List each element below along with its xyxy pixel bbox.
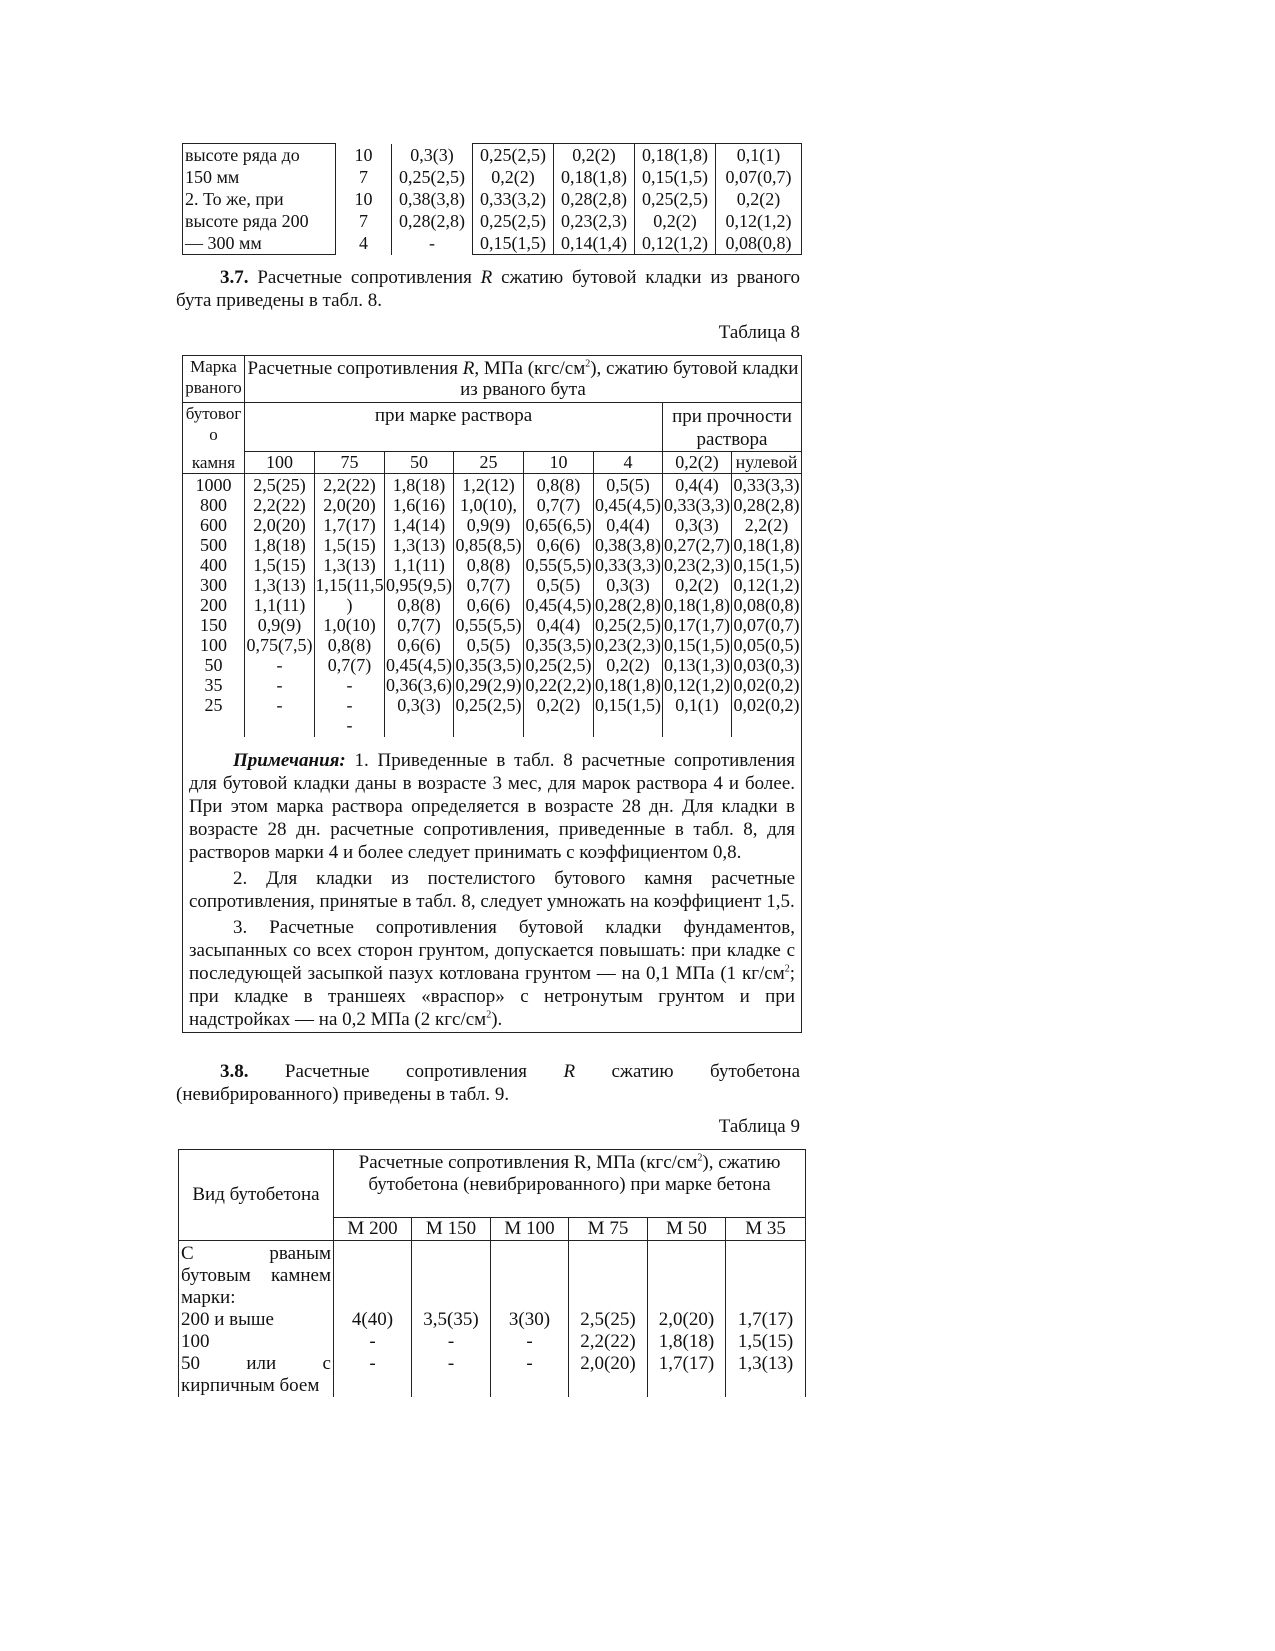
table-cell-value: 0,25(2,5) xyxy=(480,145,546,165)
table-cell-value: ) xyxy=(346,595,353,615)
table-cell-value: 0,5(5) xyxy=(606,475,650,495)
table-8-data-col xyxy=(524,474,594,737)
table-cell-value: 0,07(0,7) xyxy=(733,615,800,635)
table-9-caption: Таблица 9 xyxy=(718,1116,800,1137)
table-cell-value: 0,65(6,5) xyxy=(525,515,592,535)
table-cell-value: 1,7(17) xyxy=(323,515,376,535)
table-cell-value: 0,12(1,2) xyxy=(664,675,730,695)
table-cell-value: - xyxy=(346,695,353,715)
table-cell-value: 0,9(9) xyxy=(466,515,511,535)
section-3-8-number: 3.8. xyxy=(220,1061,249,1082)
table-cell-value: 0,23(2,3) xyxy=(561,211,627,231)
table-cell-value: 0,7(7) xyxy=(466,575,511,595)
table-cell-value: 1000 xyxy=(195,475,232,495)
table-8-group-strength: при прочности раствора xyxy=(663,403,802,452)
table-cell-value: 0,07(0,7) xyxy=(725,167,792,187)
table-cell-value: 0,25(2,5) xyxy=(480,211,546,231)
table-cell-value: 0,23(2,3) xyxy=(595,635,661,655)
top-table-desc-cell xyxy=(183,144,336,255)
table-cell-value: 0,8(8) xyxy=(466,555,511,575)
table-cell-value: 0,1(1) xyxy=(675,695,719,715)
table-cell-value: 1,5(15) xyxy=(253,555,306,575)
table-cell-value: 0,28(2,8) xyxy=(595,595,661,615)
table-cell-value: высоте ряда 200 xyxy=(185,211,309,231)
table-8-col-header: 0,2(2) xyxy=(663,452,732,474)
table-cell-value: 0,25(2,5) xyxy=(525,655,592,675)
table-8-col-header: 10 xyxy=(524,452,594,474)
table-cell-value: 1,0(10), xyxy=(460,495,517,515)
table-cell-value: 2,2(22) xyxy=(580,1331,636,1352)
table-cell-value: 0,12(1,2) xyxy=(733,575,800,595)
table-8-data-col xyxy=(663,474,732,737)
table-cell-value: 0,1(1) xyxy=(736,145,781,165)
table-cell-value: 0,38(3,8) xyxy=(595,535,661,555)
table-cell-value: 1,8(18) xyxy=(253,535,306,555)
table-8-stub-middle: бутовог о xyxy=(183,403,245,452)
table-cell-value: 1,15(11,5 xyxy=(315,575,384,595)
table-8-note-3: 3. Расчетные сопротивления бутовой кладки фундаментов, засыпанных со всех сторон грунтом, допускается повышать: при кладке с последующей засыпкой пазух котлована грунтом — на 0,1 МПа (1 $кг/см^2$; при кладке в траншеях «враспор» с нетронутым грунтом и при надстройках — на 0,2 МПа (2 кгс/$см^2$). xyxy=(189,916,796,1030)
table-cell-value: 0,14(1,4) xyxy=(561,233,627,253)
table-cell-value: — 300 мм xyxy=(185,233,262,253)
table-9-data-col xyxy=(412,1241,491,1398)
table-cell-value: 1,0(10) xyxy=(323,615,376,635)
table-cell-value: 1,2(12) xyxy=(462,475,515,495)
table-cell-value: высоте ряда до xyxy=(185,145,300,165)
table-9-col-header: М 100 xyxy=(491,1218,569,1241)
table-cell-value: - xyxy=(276,655,283,675)
table-cell-value: 50 xyxy=(204,655,223,675)
table-cell-value: 1,1(11) xyxy=(393,555,445,575)
top-table-col-3 xyxy=(554,144,635,255)
table-cell-value: - xyxy=(276,695,283,715)
table-9 xyxy=(178,1149,806,1397)
table-8-col-header: 75 xyxy=(315,452,385,474)
table-8-col-header: 25 xyxy=(454,452,524,474)
table-cell-value: 0,5(5) xyxy=(536,575,581,595)
table-8-stone-col xyxy=(183,474,245,737)
table-cell-value: 2. То же, при xyxy=(185,189,284,209)
table-cell-value: 7 xyxy=(359,166,368,187)
table-cell-value: 0,22(2,2) xyxy=(525,675,592,695)
table-cell-value: 0,2(2) xyxy=(536,695,581,715)
table-cell-value: - xyxy=(369,1331,376,1352)
table-cell-value: 0,55(5,5) xyxy=(525,555,592,575)
table-cell-value: 300 xyxy=(200,575,227,595)
table-cell-value: 0,3(3) xyxy=(606,575,650,595)
table-cell-value: 0,6(6) xyxy=(397,635,441,655)
top-table xyxy=(182,143,802,255)
table-cell-value: 4 xyxy=(359,232,368,253)
table-cell-value: 1,7(17) xyxy=(658,1353,715,1374)
table-8-data-col xyxy=(385,474,454,737)
table-8-data-col xyxy=(315,474,385,737)
table-cell-value: - xyxy=(429,232,435,253)
table-cell-value: 7 xyxy=(359,210,368,231)
table-cell-value: 0,03(0,3) xyxy=(733,655,800,675)
table-cell-value: 35 xyxy=(204,675,223,695)
table-9-stub-body: С рваным бутовым камнем марки: 200 и выше 100 50 или с кирпичным боем xyxy=(179,1241,334,1398)
table-8-note-2: 2. Для кладки из постелистого бутового камня расчетные сопротивления, принятые в табл. 8, следует умножать на коэффициент 1,5. xyxy=(189,867,796,912)
table-cell-value: 0,15(1,5) xyxy=(480,233,546,253)
table-cell-value: - xyxy=(447,1331,455,1352)
table-cell-value: 0,35(3,5) xyxy=(455,655,522,675)
table-cell-value: 0,7(7) xyxy=(397,615,441,635)
table-cell-value: 200 xyxy=(200,595,227,615)
table-cell-value: 0,15(1,5) xyxy=(642,167,708,187)
table-cell-value: 1,3(13) xyxy=(323,555,376,575)
table-cell-value: 0,33(3,3) xyxy=(595,555,661,575)
table-cell-value: 0,17(1,7) xyxy=(664,615,730,635)
table-cell-value: 0,18(1,8) xyxy=(595,675,661,695)
table-cell-value: 2,2(22) xyxy=(323,475,376,495)
table-8-data-col xyxy=(594,474,663,737)
table-cell-value: 0,35(3,5) xyxy=(525,635,592,655)
table-cell-value: 0,08(0,8) xyxy=(733,595,800,615)
table-cell-value: 0,3(3) xyxy=(410,144,454,165)
table-cell-value: 500 xyxy=(200,535,227,555)
table-cell-value: 1,5(15) xyxy=(323,535,376,555)
table-9-col-header: М 35 xyxy=(726,1218,806,1241)
table-cell-value: - xyxy=(276,675,283,695)
table-cell-value: 0,45(4,5) xyxy=(595,495,661,515)
table-cell-value: 3,5(35) xyxy=(423,1309,479,1330)
table-cell-value: 150 мм xyxy=(185,167,240,187)
table-cell-value: 1,6(16) xyxy=(392,495,446,515)
table-cell-value: 0,2(2) xyxy=(606,655,650,675)
table-cell-value: 0,2(2) xyxy=(653,211,697,231)
table-8-col-header: 100 xyxy=(245,452,315,474)
table-8-caption: Таблица 8 xyxy=(718,322,800,343)
table-8-data-col xyxy=(245,474,315,737)
top-table-col-2 xyxy=(473,144,554,255)
table-cell-value: 2,5(25) xyxy=(580,1309,636,1330)
table-8-col-header: нулевой xyxy=(732,452,802,474)
table-cell-value: 150 xyxy=(200,615,227,635)
table-cell-value: 0,23(2,3) xyxy=(664,555,730,575)
table-8-main-header: Расчетные сопротивления R, МПа $(кгс/см^2)$, сжатию бутовой кладки из рваного бута xyxy=(245,356,802,403)
table-cell-value: 0,9(9) xyxy=(257,615,302,635)
table-cell-value: 0,7(7) xyxy=(327,655,372,675)
table-cell-value: 0,8(8) xyxy=(397,595,441,615)
table-cell-value: 2,5(25) xyxy=(253,475,306,495)
table-cell-value: 0,75(7,5) xyxy=(246,635,313,655)
table-cell-value: 0,15(1,5) xyxy=(595,695,661,715)
table-cell-value: 0,4(4) xyxy=(536,615,581,635)
table-cell-value: 0,36(3,6) xyxy=(386,675,452,695)
table-cell-value: - xyxy=(526,1353,533,1374)
table-cell-value: 2,0(20) xyxy=(323,495,376,515)
table-8-data-col xyxy=(454,474,524,737)
table-9-data-col xyxy=(334,1241,412,1398)
table-8-notes xyxy=(183,737,802,1033)
table-cell-value: 0,28(2,8) xyxy=(733,495,800,515)
top-table-col-1 xyxy=(392,144,473,255)
table-9-col-header: М 50 xyxy=(648,1218,726,1241)
table-cell-value: 0,13(1,3) xyxy=(664,655,730,675)
table-cell-value: 4(40) xyxy=(351,1309,394,1330)
table-cell-value: 0,25(2,5) xyxy=(642,189,708,209)
table-cell-value: 0,12(1,2) xyxy=(642,233,708,253)
table-9-col-header: М 150 xyxy=(412,1218,491,1241)
table-cell-value: 0,4(4) xyxy=(675,475,719,495)
table-cell-value: 10 xyxy=(354,188,373,209)
table-cell-value: 2,0(20) xyxy=(658,1309,715,1330)
table-cell-value: 0,3(3) xyxy=(397,695,441,715)
table-cell-value: 0,4(4) xyxy=(606,515,650,535)
table-cell-value: 0,02(0,2) xyxy=(733,695,800,715)
table-8 xyxy=(182,355,802,1033)
section-3-8-paragraph: 3.8. Расчетные сопротивления R сжатию бутобетона (невибрированного) приведены в табл. 9. xyxy=(176,1061,801,1105)
table-cell-value: 2,0(20) xyxy=(580,1353,636,1374)
table-cell-value: - xyxy=(346,715,353,735)
table-9-main-header: Расчетные сопротивления R, МПа $(кгс/см^2)$, сжатию бутобетона (невибрированного) при марке бетона xyxy=(334,1150,806,1218)
table-cell-value: 3(30) xyxy=(508,1309,551,1330)
top-table-col-4 xyxy=(635,144,716,255)
table-9-data-col xyxy=(569,1241,648,1398)
table-cell-value: 0,45(4,5) xyxy=(525,595,592,615)
table-cell-value: 10 xyxy=(354,144,373,165)
table-cell-value: 0,95(9,5) xyxy=(386,575,452,595)
table-cell-value: 0,02(0,2) xyxy=(733,675,800,695)
table-cell-value: 0,18(1,8) xyxy=(561,167,627,187)
table-cell-value: 0,8(8) xyxy=(327,635,372,655)
table-cell-value: - xyxy=(346,675,353,695)
table-cell-value: 0,33(3,3) xyxy=(733,475,800,495)
table-cell-value: 2,0(20) xyxy=(253,515,306,535)
table-8-col-header: 50 xyxy=(385,452,454,474)
table-cell-value: 0,05(0,5) xyxy=(733,635,800,655)
table-cell-value: 0,7(7) xyxy=(536,495,581,515)
table-cell-value: 0,18(1,8) xyxy=(642,145,708,165)
table-cell-value: 0,15(1,5) xyxy=(664,635,730,655)
top-table-mark-cell xyxy=(336,144,392,255)
section-3-7-number: 3.7. xyxy=(220,267,249,288)
table-cell-value: 0,2(2) xyxy=(675,575,719,595)
table-8-note-1: Примечания: 1. Приведенные в табл. 8 расчетные сопротивления для бутовой кладки даны в возрасте 3 мес, для марок раствора 4 и более. При этом марка раствора определяется в возрасте 28 дн. Для кладки в возрасте 28 дн. расчетные сопротивления, приведенные в табл. 8, для растворов марки 4 и более следует принимать с коэффициентом 0,8. xyxy=(189,749,796,863)
table-cell-value: 0,28(2,8) xyxy=(399,210,465,231)
top-table-col-5 xyxy=(716,144,802,255)
table-cell-value: 0,25(2,5) xyxy=(455,695,522,715)
table-cell-value: 0,12(1,2) xyxy=(725,211,792,231)
table-9-col-header: М 200 xyxy=(334,1218,412,1241)
table-cell-value: - xyxy=(369,1353,376,1374)
table-cell-value: 0,18(1,8) xyxy=(664,595,730,615)
table-cell-value: - xyxy=(526,1331,533,1352)
table-cell-value: 0,08(0,8) xyxy=(725,233,792,253)
table-9-data-col xyxy=(491,1241,569,1398)
table-cell-value: 0,29(2,9) xyxy=(455,675,522,695)
table-cell-value: 0,6(6) xyxy=(466,595,511,615)
table-cell-value: 400 xyxy=(200,555,227,575)
table-cell-value: 800 xyxy=(200,495,227,515)
table-cell-value: 0,8(8) xyxy=(536,475,581,495)
table-8-stub-top: Марка рваного xyxy=(183,356,245,403)
table-cell-value: 25 xyxy=(204,695,223,715)
table-cell-value: 0,3(3) xyxy=(675,515,719,535)
table-cell-value: 0,2(2) xyxy=(736,189,781,209)
table-cell-value: 0,2(2) xyxy=(572,145,616,165)
table-8-stub-bottom: камня xyxy=(183,452,245,474)
table-cell-value: 0,85(8,5) xyxy=(455,535,522,555)
section-3-7-paragraph: 3.7. Расчетные сопротивления R сжатию бутовой кладки из рваного бута приведены в табл. 8. xyxy=(176,267,801,311)
table-cell-value: 0,33(3,2) xyxy=(480,189,546,209)
table-9-data-col xyxy=(648,1241,726,1398)
table-cell-value: 0,55(5,5) xyxy=(455,615,522,635)
table-cell-value: 0,45(4,5) xyxy=(386,655,452,675)
table-cell-value: - xyxy=(447,1353,455,1374)
table-8-data-col xyxy=(732,474,802,737)
table-cell-value: 0,25(2,5) xyxy=(595,615,661,635)
table-cell-value: 0,18(1,8) xyxy=(733,535,800,555)
table-cell-value: 0,33(3,3) xyxy=(664,495,730,515)
table-cell-value: 1,3(13) xyxy=(392,535,446,555)
table-9-col-header: М 75 xyxy=(569,1218,648,1241)
table-cell-value: 2,2(22) xyxy=(253,495,306,515)
table-cell-value: 600 xyxy=(200,515,227,535)
table-cell-value: 0,27(2,7) xyxy=(664,535,730,555)
table-8-group-mortar: при марке раствора xyxy=(245,403,663,452)
table-cell-value: 100 xyxy=(200,635,227,655)
table-cell-value: 1,8(18) xyxy=(658,1331,715,1352)
table-cell-value: 0,38(3,8) xyxy=(399,188,465,209)
table-cell-value: 1,4(14) xyxy=(392,515,446,535)
table-cell-value: 1,3(13) xyxy=(737,1353,794,1374)
table-cell-value: 1,3(13) xyxy=(253,575,306,595)
table-cell-value: 0,2(2) xyxy=(491,167,535,187)
table-cell-value: 0,6(6) xyxy=(536,535,581,555)
table-9-data-col xyxy=(726,1241,806,1398)
table-cell-value: 2,2(2) xyxy=(744,515,789,535)
table-cell-value: 1,5(15) xyxy=(737,1331,794,1352)
table-8-col-header: 4 xyxy=(594,452,663,474)
table-cell-value: 0,28(2,8) xyxy=(561,189,627,209)
table-cell-value: 1,7(17) xyxy=(737,1309,794,1330)
table-cell-value: 1,8(18) xyxy=(392,475,446,495)
table-cell-value: 0,25(2,5) xyxy=(399,166,465,187)
table-9-stub-header: Вид бутобетона xyxy=(179,1150,334,1241)
table-cell-value: 1,1(11) xyxy=(253,595,306,615)
table-cell-value: 0,5(5) xyxy=(466,635,511,655)
table-cell-value: 0,15(1,5) xyxy=(733,555,800,575)
